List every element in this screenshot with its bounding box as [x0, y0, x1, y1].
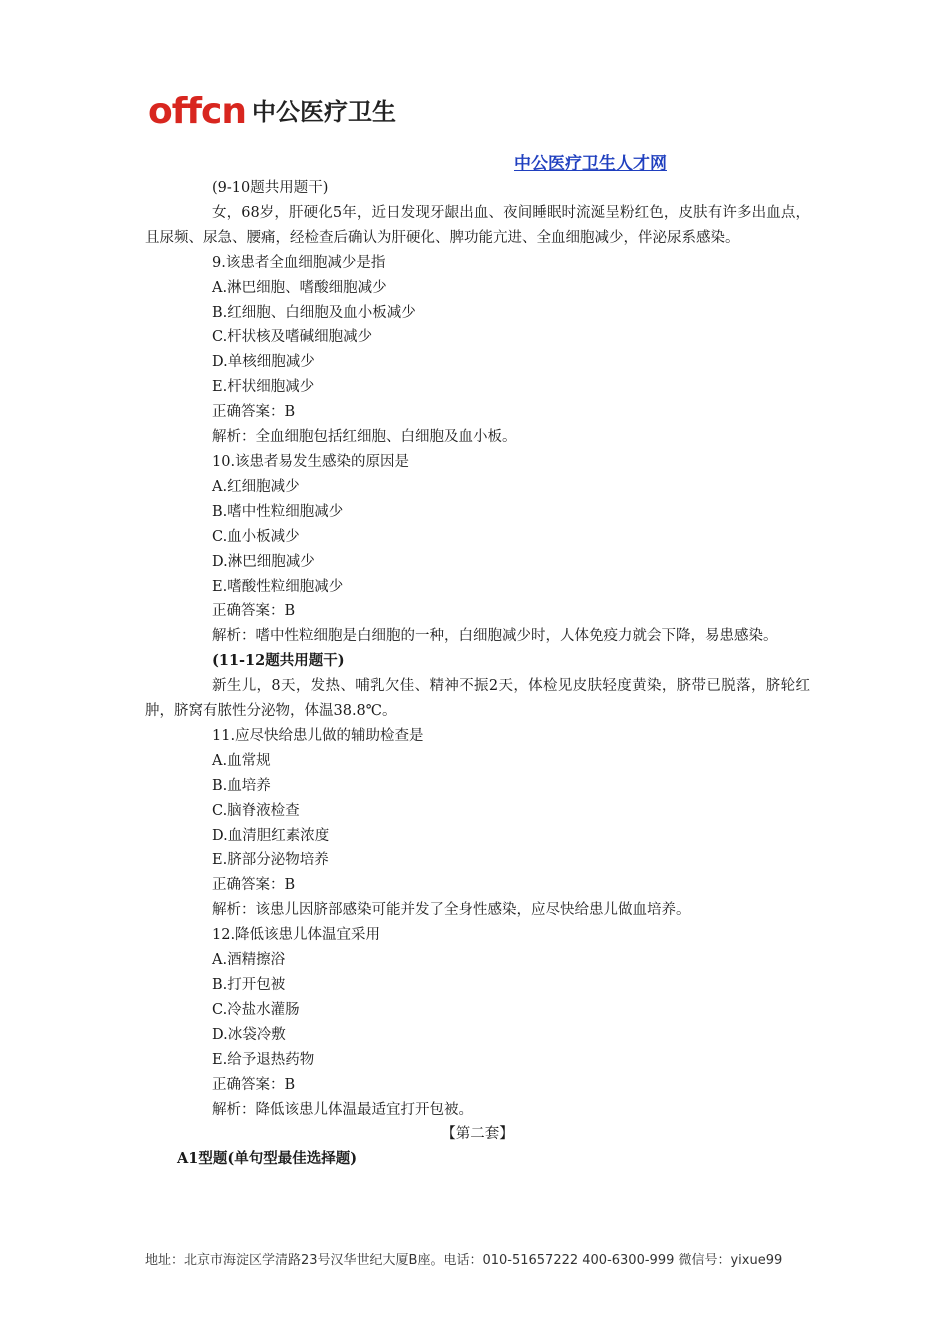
q10-option-e: E.嗜酸性粒细胞减少	[212, 578, 344, 595]
document-body	[145, 176, 810, 1172]
q9-option-b: B.红细胞、白细胞及血小板减少	[212, 304, 416, 321]
logo-latin-text: offcn	[148, 91, 247, 132]
q11-option-e: E.脐部分泌物培养	[212, 852, 329, 869]
q9-answer: 正确答案：B	[212, 404, 296, 421]
case-stem-heading-2: (11-12题共用题干)	[212, 652, 345, 670]
q11-option-a: A.血常规	[212, 752, 271, 769]
q10-explanation: 解析：嗜中性粒细胞是白细胞的一种，白细胞减少时，人体免疫力就会下降，易患感染。	[212, 628, 778, 645]
question-12: 12.降低该患儿体温宜采用	[212, 927, 381, 944]
q12-option-e: E.给予退热药物	[212, 1051, 315, 1068]
q12-explanation: 解析：降低该患儿体温最适宜打开包被。	[212, 1101, 473, 1118]
q10-option-d: D.淋巴细胞减少	[212, 553, 315, 570]
question-type-heading: A1型题(单句型最佳选择题)	[177, 1150, 358, 1168]
q12-option-c: C.冷盐水灌肠	[212, 1001, 300, 1018]
q10-answer: 正确答案：B	[212, 603, 296, 620]
q12-option-a: A.酒精擦浴	[212, 952, 286, 969]
q10-option-c: C.血小板减少	[212, 528, 300, 545]
q9-option-a: A.淋巴细胞、嗜酸细胞减少	[212, 279, 387, 296]
q9-option-d: D.单核细胞减少	[212, 354, 315, 371]
case-stem-text-2: 新生儿，8天，发热、哺乳欠佳、精神不振2天，体检见皮肤轻度黄染，脐带已脱落，脐轮红肿，脐窝有脓性分泌物，体温38.8℃。	[145, 678, 810, 720]
q12-option-b: B.打开包被	[212, 977, 286, 993]
question-11: 11.应尽快给患儿做的辅助检查是	[212, 727, 424, 744]
q11-option-b: B.血培养	[212, 777, 271, 794]
q12-option-d: D.冰袋冷敷	[212, 1026, 286, 1043]
logo-cn-text: 中公医疗卫生	[252, 98, 397, 126]
q9-option-c: C.杆状核及嗜碱细胞减少	[212, 329, 373, 346]
question-10: 10.该患者易发生感染的原因是	[212, 453, 410, 470]
footer-address: 地址：北京市海淀区学清路23号汉华世纪大厦B座。电话：010-51657222 400-6300-999 微信号：yixue99	[145, 1253, 783, 1268]
q12-answer: 正确答案：B	[212, 1076, 296, 1093]
q11-explanation: 解析：该患儿因脐部感染可能并发了全身性感染，应尽快给患儿做血培养。	[212, 902, 691, 919]
q11-option-c: C.脑脊液检查	[212, 802, 300, 819]
case-stem-text: 女，68岁，肝硬化5年，近日发现牙龈出血、夜间睡眠时流涎呈粉红色，皮肤有许多出血点，且尿频、尿急、腰痛，经检查后确认为肝硬化、脾功能亢进、全血细胞减少，伴泌尿系感染。	[145, 204, 810, 246]
section-title: 【第二套】	[441, 1126, 514, 1143]
q9-option-e: E.杆状细胞减少	[212, 379, 315, 396]
question-9: 9.该患者全血细胞减少是指	[212, 254, 386, 271]
site-link[interactable]: 中公医疗卫生人才网	[514, 154, 667, 174]
q10-option-b: B.嗜中性粒细胞减少	[212, 503, 344, 520]
q10-option-a: A.红细胞减少	[212, 478, 300, 495]
q11-option-d: D.血清胆红素浓度	[212, 827, 330, 844]
case-stem-heading: (9-10题共用题干)	[212, 180, 329, 196]
q11-answer: 正确答案：B	[212, 877, 296, 894]
q9-explanation: 解析：全血细胞包括红细胞、白细胞及血小板。	[212, 429, 517, 446]
offcn-logo	[148, 92, 396, 132]
